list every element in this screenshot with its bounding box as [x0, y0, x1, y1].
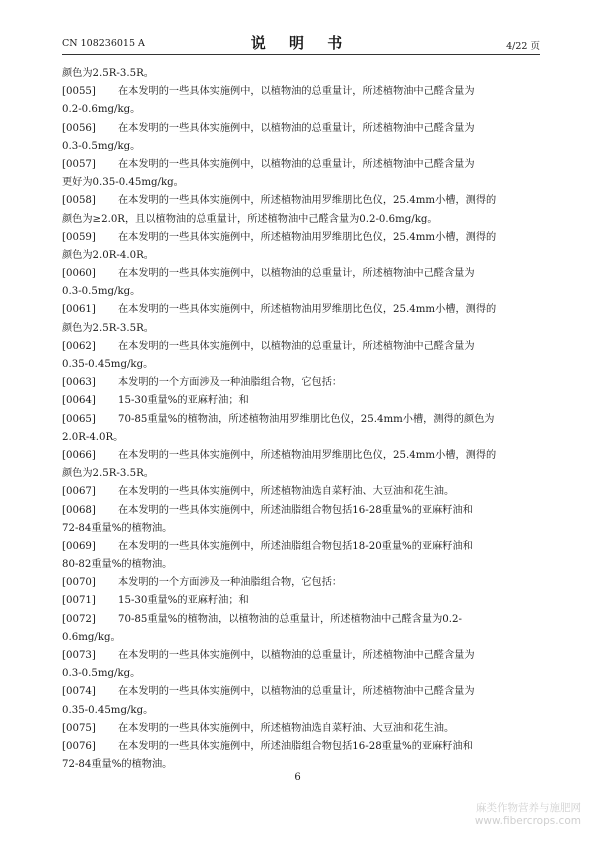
paragraph-text: 在本发明的一些具体实施例中，以植物油的总重量计，所述植物油中己醛含量为 — [118, 158, 475, 170]
paragraph-line — [62, 592, 540, 610]
paragraph-number: [0074] — [62, 686, 96, 698]
paragraph-text: 0.35-0.45mg/kg。 — [62, 704, 154, 716]
paragraph-continuation — [62, 174, 540, 192]
paragraph-text: 在本发明的一些具体实施例中，所述植物油选自菜籽油、大豆油和花生油。 — [118, 722, 455, 734]
page-header — [62, 30, 540, 52]
watermark-text: 麻类作物营养与施肥网 — [476, 802, 581, 814]
paragraph-continuation — [62, 665, 540, 683]
paragraph-text: 在本发明的一些具体实施例中，以植物油的总重量计，所述植物油中己醛含量为 — [118, 268, 475, 280]
paragraph-text: 在本发明的一些具体实施例中，所述植物油用罗维朋比色仪，25.4mm小槽，测得的 — [118, 304, 497, 316]
paragraph-continuation — [62, 429, 540, 447]
paragraph-number: [0059] — [62, 231, 96, 243]
paragraph-continuation — [62, 465, 540, 483]
paragraph-text: 在本发明的一些具体实施例中，所述油脂组合物包括18-20重量%的亚麻籽油和 — [118, 540, 473, 552]
paragraph-number: [0069] — [62, 540, 96, 552]
paragraph-line — [62, 120, 540, 138]
paragraph-number: [0060] — [62, 268, 96, 280]
paragraph-text: 在本发明的一些具体实施例中，以植物油的总重量计，所述植物油中己醛含量为 — [118, 340, 475, 352]
paragraph-text: 更好为0.35-0.45mg/kg。 — [62, 177, 184, 189]
paragraph-text: 在本发明的一些具体实施例中，以植物油的总重量计，所述植物油中己醛含量为 — [118, 86, 475, 98]
paragraph-text: 70-85重量%的植物油，以植物油的总重量计，所述植物油中己醛含量为0.2- — [118, 613, 462, 625]
paragraph-line — [62, 502, 540, 520]
paragraph-text: 在本发明的一些具体实施例中，所述油脂组合物包括16-28重量%的亚麻籽油和 — [118, 740, 473, 752]
paragraph-text: 颜色为2.5R-3.5R。 — [62, 322, 154, 334]
paragraph-number: [0071] — [62, 595, 96, 607]
paragraph-line — [62, 647, 540, 665]
paragraph-text: 在本发明的一些具体实施例中，以植物油的总重量计，所述植物油中己醛含量为 — [118, 122, 475, 134]
paragraph-text: 在本发明的一些具体实施例中，所述植物油用罗维朋比色仪，25.4mm小槽，测得的 — [118, 231, 497, 243]
paragraph-number: [0055] — [62, 86, 96, 98]
paragraph-text: 15-30重量%的亚麻籽油；和 — [118, 595, 249, 607]
paragraph-text: 颜色为2.5R-3.5R。 — [62, 68, 154, 79]
paragraph-text: 0.35-0.45mg/kg。 — [62, 359, 154, 370]
paragraph-line — [62, 338, 540, 356]
paragraph-number: [0066] — [62, 449, 96, 461]
paragraph-continuation — [62, 356, 540, 374]
paragraph-line — [62, 374, 540, 392]
document-body — [62, 65, 540, 774]
paragraph-text: 在本发明的一些具体实施例中，所述植物油用罗维朋比色仪，25.4mm小槽，测得的 — [118, 195, 497, 207]
paragraph-text: 0.6mg/kg。 — [62, 631, 121, 643]
paragraph-number: [0057] — [62, 158, 96, 170]
paragraph-line — [62, 574, 540, 592]
paragraph-text: 颜色为2.5R-3.5R。 — [62, 468, 154, 480]
paragraph-text: 0.3-0.5mg/kg。 — [62, 140, 141, 152]
paragraph-continuation — [62, 211, 540, 229]
paragraph-continuation — [62, 283, 540, 301]
paragraph-line — [62, 447, 540, 465]
paragraph-line — [62, 301, 540, 319]
paragraph-continuation — [62, 520, 540, 538]
paragraph-text: 2.0R-4.0R。 — [62, 431, 124, 443]
paragraph-line — [62, 83, 540, 101]
paragraph-line — [62, 156, 540, 174]
paragraph-number: [0072] — [62, 613, 96, 625]
paragraph-number: [0075] — [62, 722, 96, 734]
paragraph-number: [0062] — [62, 340, 96, 352]
paragraph-number: [0076] — [62, 740, 96, 752]
document-title: 说 明 书 — [250, 34, 352, 52]
paragraph-line — [62, 538, 540, 556]
paragraph-line — [62, 229, 540, 247]
paragraph-line — [62, 683, 540, 701]
paragraph-text: 0.3-0.5mg/kg。 — [62, 668, 141, 680]
paragraph-text: 72-84重量%的植物油。 — [62, 759, 173, 771]
paragraph-line — [62, 411, 540, 429]
watermark-url: www.fibercrops.com — [474, 815, 581, 827]
paragraph-text: 在本发明的一些具体实施例中，所述油脂组合物包括16-28重量%的亚麻籽油和 — [118, 504, 473, 516]
paragraph-number: [0061] — [62, 304, 96, 316]
page-count: 4/22 页 — [506, 41, 540, 52]
paragraph-continuation — [62, 138, 540, 156]
paragraph-number: [0063] — [62, 377, 96, 389]
paragraph-line — [62, 265, 540, 283]
paragraph-continuation — [62, 247, 540, 265]
paragraph-number: [0058] — [62, 195, 96, 207]
paragraph-number: [0073] — [62, 650, 96, 661]
paragraph-line — [62, 483, 540, 501]
paragraph-continuation — [62, 702, 540, 720]
paragraph-line — [62, 720, 540, 738]
paragraph-text: 在本发明的一些具体实施例中，所述植物油用罗维朋比色仪，25.4mm小槽，测得的 — [118, 449, 497, 461]
paragraph-text: 80-82重量%的植物油。 — [62, 559, 173, 571]
page-number: 6 — [294, 772, 301, 783]
paragraph-continuation — [62, 65, 540, 83]
paragraph-number: [0065] — [62, 413, 96, 425]
document-id: CN 108236015 A — [62, 38, 145, 49]
paragraph-line — [62, 192, 540, 210]
paragraph-number: [0068] — [62, 504, 96, 516]
paragraph-line — [62, 611, 540, 629]
paragraph-number: [0070] — [62, 577, 96, 589]
paragraph-text: 本发明的一个方面涉及一种油脂组合物，它包括： — [118, 577, 343, 589]
paragraph-text: 在本发明的一些具体实施例中，所述植物油选自菜籽油、大豆油和花生油。 — [118, 486, 455, 498]
paragraph-text: 在本发明的一些具体实施例中，以植物油的总重量计，所述植物油中己醛含量为 — [118, 650, 475, 661]
paragraph-line — [62, 738, 540, 756]
paragraph-text: 颜色为2.0R-4.0R。 — [62, 249, 154, 261]
paragraph-continuation — [62, 629, 540, 647]
paragraph-number: [0064] — [62, 395, 96, 407]
paragraph-text: 72-84重量%的植物油。 — [62, 522, 173, 534]
paragraph-continuation — [62, 556, 540, 574]
paragraph-text: 70-85重量%的植物油，所述植物油用罗维朋比色仪，25.4mm小槽，测得的颜色为 — [118, 413, 495, 425]
paragraph-text: 本发明的一个方面涉及一种油脂组合物，它包括： — [118, 377, 343, 389]
paragraph-text: 0.2-0.6mg/kg。 — [62, 104, 141, 116]
paragraph-continuation — [62, 320, 540, 338]
paragraph-text: 在本发明的一些具体实施例中，以植物油的总重量计，所述植物油中己醛含量为 — [118, 686, 475, 698]
paragraph-continuation — [62, 101, 540, 119]
paragraph-text: 颜色为≥2.0R，且以植物油的总重量计，所述植物油中己醛含量为0.2-0.6mg/kg。 — [62, 213, 438, 225]
header-divider — [62, 54, 540, 55]
paragraph-text: 0.3-0.5mg/kg。 — [62, 286, 141, 298]
watermark — [475, 802, 581, 828]
paragraph-number: [0056] — [62, 122, 96, 134]
paragraph-number: [0067] — [62, 486, 96, 498]
paragraph-text: 15-30重量%的亚麻籽油；和 — [118, 395, 249, 407]
paragraph-line — [62, 392, 540, 410]
